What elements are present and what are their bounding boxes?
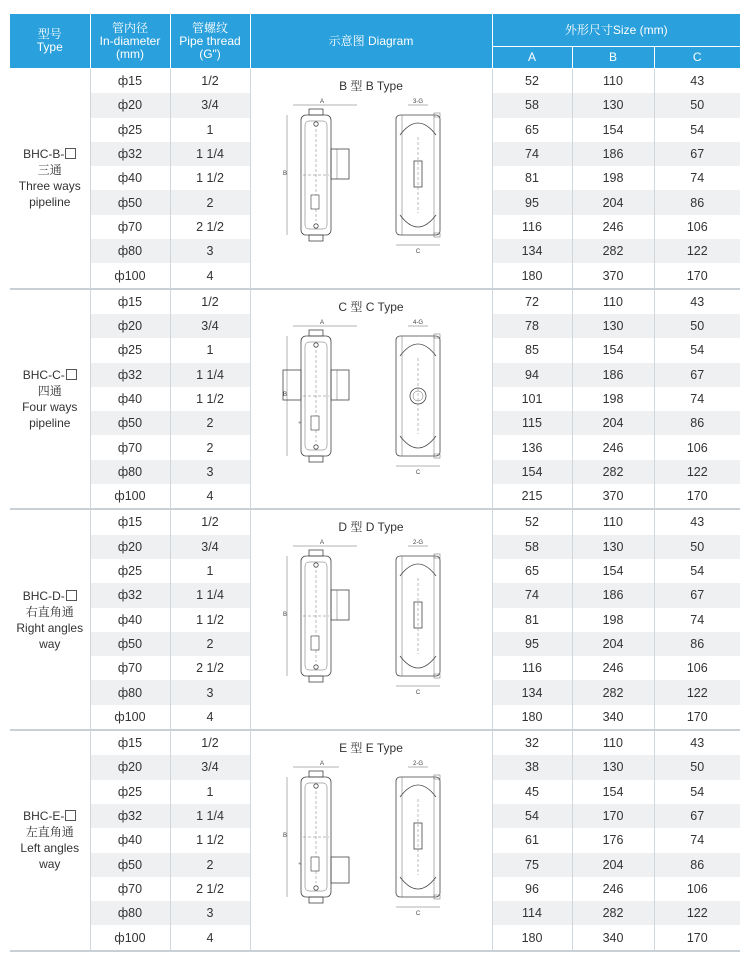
thread-cell: 1 [170, 338, 250, 362]
thread-count-label: 2-G [412, 540, 423, 547]
dimension-c-label: C [415, 249, 420, 255]
header-thread: 管螺纹 Pipe thread (G") [170, 14, 250, 69]
thread-cell: 1 1/4 [170, 583, 250, 607]
size-b-cell: 370 [572, 484, 654, 509]
size-c-cell: 50 [654, 314, 740, 338]
diameter-cell: ф100 [90, 484, 170, 509]
model-code: BHC-C- [22, 368, 65, 382]
model-name-cn: 左直角通 [25, 825, 74, 840]
size-a-cell: 65 [492, 118, 572, 142]
size-c-cell: 122 [654, 901, 740, 925]
thread-cell: 4 [170, 925, 250, 950]
size-a-cell: 96 [492, 877, 572, 901]
size-c-cell: 67 [654, 142, 740, 166]
table-row [10, 509, 740, 534]
thread-cell: 3/4 [170, 535, 250, 559]
size-c-cell: 106 [654, 215, 740, 239]
diameter-cell: ф70 [90, 656, 170, 680]
diameter-cell: ф50 [90, 411, 170, 435]
model-code: BHC-E- [23, 809, 65, 824]
size-a-cell: 116 [492, 656, 572, 680]
size-a-cell: 114 [492, 901, 572, 925]
thread-cell: 2 1/2 [170, 877, 250, 901]
header-type: 型号 Type [10, 14, 90, 69]
thread-cell: 3/4 [170, 314, 250, 338]
size-c-cell: 50 [654, 755, 740, 779]
size-b-cell: 246 [572, 877, 654, 901]
size-c-cell: 50 [654, 535, 740, 559]
diameter-cell: ф100 [90, 263, 170, 288]
size-c-cell: 86 [654, 853, 740, 877]
model-name-cn: 三通 [37, 163, 62, 178]
thread-cell: 3 [170, 460, 250, 484]
thread-cell: 2 1/2 [170, 656, 250, 680]
size-a-cell: 134 [492, 239, 572, 263]
size-a-cell: 95 [492, 632, 572, 656]
size-b-cell: 282 [572, 239, 654, 263]
thread-cell: 1/2 [170, 509, 250, 534]
thread-count-label: 4-G [412, 319, 423, 326]
size-c-cell: 43 [654, 69, 740, 94]
size-a-cell: 75 [492, 853, 572, 877]
size-b-cell: 282 [572, 901, 654, 925]
size-a-cell: 101 [492, 387, 572, 411]
thread-cell: 1 1/4 [170, 142, 250, 166]
size-a-cell: 74 [492, 583, 572, 607]
size-a-cell: 81 [492, 166, 572, 190]
size-b-cell: 198 [572, 166, 654, 190]
size-b-cell: 198 [572, 387, 654, 411]
spec-table-body [10, 69, 740, 951]
spec-table-container [10, 14, 740, 952]
size-b-cell: 246 [572, 435, 654, 459]
thread-cell: 1 [170, 118, 250, 142]
dimension-c-label: C [415, 690, 420, 697]
model-name-en: Three ways [18, 179, 81, 194]
diagram-title: E 型 E Type [339, 741, 403, 756]
size-b-cell: 204 [572, 853, 654, 877]
size-a-cell: 180 [492, 263, 572, 288]
size-a-cell: 58 [492, 535, 572, 559]
model-cell-c [10, 289, 90, 510]
thread-cell: 4 [170, 484, 250, 509]
diameter-cell: ф15 [90, 730, 170, 755]
size-c-cell: 106 [654, 435, 740, 459]
diameter-cell: ф40 [90, 828, 170, 852]
size-c-cell: 170 [654, 484, 740, 509]
size-a-cell: 115 [492, 411, 572, 435]
size-a-cell: 52 [492, 509, 572, 534]
thread-cell: 3/4 [170, 93, 250, 117]
model-cell-d [10, 509, 90, 730]
size-c-cell: 74 [654, 608, 740, 632]
model-code: BHC-D- [22, 588, 65, 603]
size-c-cell: 106 [654, 656, 740, 680]
size-a-cell: 180 [492, 705, 572, 730]
size-c-cell: 74 [654, 166, 740, 190]
table-row [10, 69, 740, 94]
model-cell-e [10, 730, 90, 951]
size-b-cell: 110 [572, 509, 654, 534]
size-b-cell: 154 [572, 338, 654, 362]
model-name-en-2: pipeline [29, 416, 71, 430]
thread-cell: 4 [170, 263, 250, 288]
diagram-cell-b [250, 69, 492, 289]
diameter-cell: ф15 [90, 509, 170, 534]
size-b-cell: 282 [572, 680, 654, 704]
thread-cell: 1 1/2 [170, 608, 250, 632]
size-b-cell: 340 [572, 925, 654, 950]
model-code: BHC-B- [23, 147, 65, 162]
dimension-a-label: A [319, 761, 324, 768]
size-c-cell: 43 [654, 289, 740, 314]
thread-cell: 4 [170, 705, 250, 730]
size-c-cell: 74 [654, 387, 740, 411]
size-a-cell: 45 [492, 780, 572, 804]
diameter-cell: ф40 [90, 387, 170, 411]
size-c-cell: 54 [654, 559, 740, 583]
size-c-cell: 86 [654, 632, 740, 656]
diagram-cell-c [250, 289, 492, 510]
size-c-cell: 54 [654, 338, 740, 362]
size-a-cell: 74 [492, 142, 572, 166]
size-b-cell: 110 [572, 730, 654, 755]
thread-cell: 3 [170, 680, 250, 704]
dimension-b-label: B [282, 391, 287, 398]
size-b-cell: 154 [572, 780, 654, 804]
diameter-cell: ф80 [90, 901, 170, 925]
size-b-cell: 110 [572, 69, 654, 94]
size-a-cell: 72 [492, 289, 572, 314]
size-b-cell: 204 [572, 411, 654, 435]
thread-cell: 1 1/2 [170, 828, 250, 852]
thread-cell: 1/2 [170, 69, 250, 94]
size-b-cell: 154 [572, 559, 654, 583]
size-a-cell: 81 [492, 608, 572, 632]
size-c-cell: 67 [654, 583, 740, 607]
model-name-en: Left angles [20, 841, 80, 856]
diameter-cell: ф15 [90, 69, 170, 94]
size-c-cell: 43 [654, 509, 740, 534]
diameter-cell: ф25 [90, 559, 170, 583]
diameter-cell: ф40 [90, 166, 170, 190]
header-col-c: C [654, 47, 740, 69]
thread-cell: 1 1/4 [170, 804, 250, 828]
header-size: 外形尺寸Size (mm) [492, 14, 740, 47]
diameter-cell: ф20 [90, 93, 170, 117]
header-diameter: 管内径 In-diameter (mm) [90, 14, 170, 69]
thread-cell: 1 1/4 [170, 363, 250, 387]
diagram-cell-d [250, 509, 492, 730]
size-b-cell: 204 [572, 632, 654, 656]
size-c-cell: 122 [654, 239, 740, 263]
size-b-cell: 130 [572, 314, 654, 338]
thread-cell: 3 [170, 901, 250, 925]
size-b-cell: 186 [572, 363, 654, 387]
size-a-cell: 154 [492, 460, 572, 484]
header-diagram: 示意图 Diagram [250, 14, 492, 69]
model-name-en-2: way [39, 636, 61, 651]
housing-drawing-d [271, 538, 471, 710]
diagram-title: D 型 D Type [338, 520, 404, 535]
size-a-cell: 65 [492, 559, 572, 583]
model-name-en: Four ways [22, 400, 78, 414]
size-b-cell: 186 [572, 583, 654, 607]
thread-cell: 1/2 [170, 289, 250, 314]
model-name-cn: 右直角通 [25, 604, 74, 619]
dimension-a-label: A [319, 99, 324, 105]
diameter-cell: ф32 [90, 142, 170, 166]
placeholder-box-icon [66, 369, 77, 380]
header-col-b: B [572, 47, 654, 69]
model-name-cn: 四通 [37, 384, 62, 398]
diameter-cell: ф80 [90, 460, 170, 484]
spec-table [10, 14, 740, 952]
size-c-cell: 86 [654, 190, 740, 214]
size-c-cell: 74 [654, 828, 740, 852]
housing-drawing-b [271, 97, 471, 269]
diameter-cell: ф70 [90, 215, 170, 239]
size-c-cell: 54 [654, 118, 740, 142]
housing-drawing-c [271, 318, 471, 490]
diameter-cell: ф40 [90, 608, 170, 632]
diameter-cell: ф15 [90, 289, 170, 314]
thread-cell: 2 1/2 [170, 215, 250, 239]
size-b-cell: 130 [572, 755, 654, 779]
size-c-cell: 50 [654, 93, 740, 117]
size-b-cell: 170 [572, 804, 654, 828]
size-a-cell: 94 [492, 363, 572, 387]
dimension-b-label: B [282, 171, 287, 177]
size-a-cell: 32 [492, 730, 572, 755]
dimension-b-label: B [282, 833, 287, 840]
diameter-cell: ф32 [90, 583, 170, 607]
placeholder-box-icon [65, 810, 76, 821]
thread-cell: 2 [170, 435, 250, 459]
dimension-c-label: C [415, 911, 420, 918]
size-c-cell: 106 [654, 877, 740, 901]
placeholder-box-icon [65, 148, 76, 159]
diameter-cell: ф70 [90, 877, 170, 901]
size-b-cell: 110 [572, 289, 654, 314]
dimension-a-label: A [319, 540, 324, 547]
thread-cell: 2 [170, 190, 250, 214]
size-a-cell: 78 [492, 314, 572, 338]
diameter-cell: ф50 [90, 632, 170, 656]
placeholder-box-icon [66, 590, 77, 601]
diameter-cell: ф80 [90, 680, 170, 704]
size-b-cell: 130 [572, 93, 654, 117]
size-b-cell: 176 [572, 828, 654, 852]
housing-drawing-e [271, 759, 471, 931]
table-row [10, 730, 740, 755]
size-a-cell: 61 [492, 828, 572, 852]
diagram-cell-e [250, 730, 492, 951]
thread-cell: 1 [170, 559, 250, 583]
size-c-cell: 86 [654, 411, 740, 435]
size-b-cell: 370 [572, 263, 654, 288]
size-c-cell: 122 [654, 460, 740, 484]
size-b-cell: 204 [572, 190, 654, 214]
size-b-cell: 154 [572, 118, 654, 142]
diameter-cell: ф20 [90, 535, 170, 559]
size-a-cell: 95 [492, 190, 572, 214]
diameter-cell: ф25 [90, 338, 170, 362]
size-b-cell: 246 [572, 215, 654, 239]
dimension-a-label: A [319, 319, 324, 326]
size-c-cell: 122 [654, 680, 740, 704]
diameter-cell: ф100 [90, 705, 170, 730]
diameter-cell: ф80 [90, 239, 170, 263]
diameter-cell: ф20 [90, 314, 170, 338]
size-c-cell: 170 [654, 925, 740, 950]
model-name-en-2: pipeline [29, 195, 71, 210]
thread-cell: 3 [170, 239, 250, 263]
thread-cell: 1 1/2 [170, 387, 250, 411]
size-b-cell: 340 [572, 705, 654, 730]
size-a-cell: 180 [492, 925, 572, 950]
dimension-b-label: B [282, 612, 287, 619]
size-b-cell: 282 [572, 460, 654, 484]
size-c-cell: 67 [654, 804, 740, 828]
size-b-cell: 186 [572, 142, 654, 166]
dimension-c-label: C [415, 469, 420, 476]
size-b-cell: 130 [572, 535, 654, 559]
diameter-cell: ф32 [90, 804, 170, 828]
thread-cell: 1 [170, 780, 250, 804]
thread-count-label: 3-G [412, 99, 423, 105]
model-name-en: Right angles [16, 620, 84, 635]
size-a-cell: 116 [492, 215, 572, 239]
size-c-cell: 43 [654, 730, 740, 755]
thread-cell: 2 [170, 853, 250, 877]
size-a-cell: 38 [492, 755, 572, 779]
diameter-cell: ф32 [90, 363, 170, 387]
thread-cell: 1 1/2 [170, 166, 250, 190]
size-b-cell: 246 [572, 656, 654, 680]
diameter-cell: ф25 [90, 780, 170, 804]
thread-count-label: 2-G [412, 761, 423, 768]
size-c-cell: 67 [654, 363, 740, 387]
diameter-cell: ф20 [90, 755, 170, 779]
size-a-cell: 52 [492, 69, 572, 94]
thread-cell: 2 [170, 411, 250, 435]
thread-cell: 3/4 [170, 755, 250, 779]
model-cell-b [10, 69, 90, 289]
size-c-cell: 54 [654, 780, 740, 804]
thread-cell: 1/2 [170, 730, 250, 755]
diameter-cell: ф50 [90, 190, 170, 214]
header-col-a: A [492, 47, 572, 69]
size-a-cell: 54 [492, 804, 572, 828]
size-a-cell: 58 [492, 93, 572, 117]
size-a-cell: 134 [492, 680, 572, 704]
size-a-cell: 215 [492, 484, 572, 509]
diameter-cell: ф100 [90, 925, 170, 950]
size-c-cell: 170 [654, 263, 740, 288]
size-a-cell: 136 [492, 435, 572, 459]
diameter-cell: ф25 [90, 118, 170, 142]
size-c-cell: 170 [654, 705, 740, 730]
model-name-en-2: way [39, 857, 61, 872]
diagram-title: C 型 C Type [338, 299, 404, 314]
thread-cell: 2 [170, 632, 250, 656]
table-row [10, 289, 740, 314]
diagram-title: B 型 B Type [339, 79, 403, 93]
diameter-cell: ф50 [90, 853, 170, 877]
size-b-cell: 198 [572, 608, 654, 632]
size-a-cell: 85 [492, 338, 572, 362]
diameter-cell: ф70 [90, 435, 170, 459]
